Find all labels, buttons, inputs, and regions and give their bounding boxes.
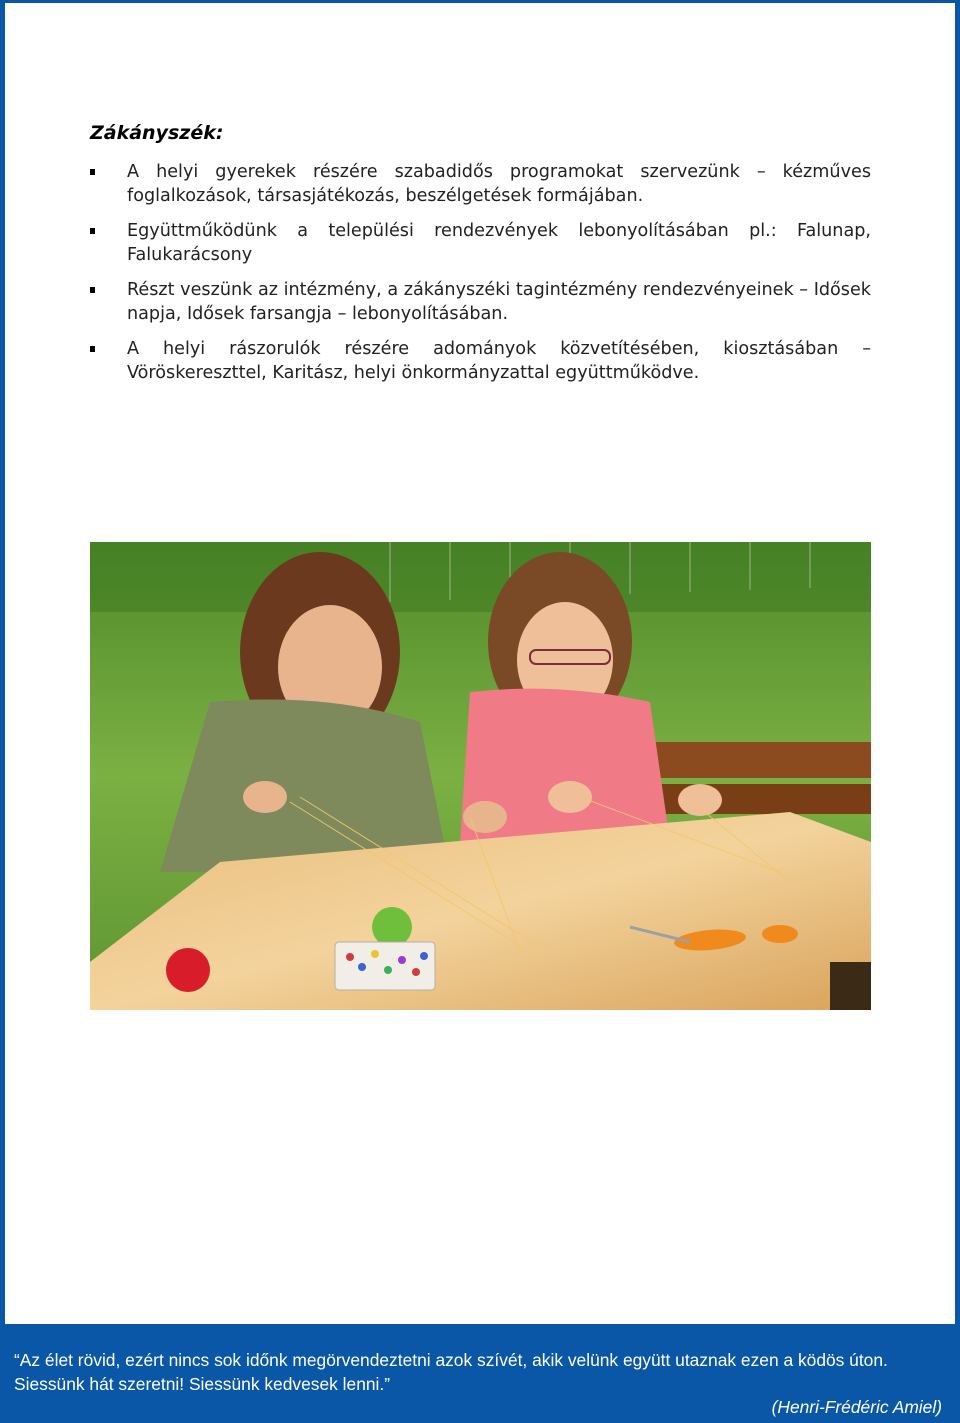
list-item [90, 219, 871, 267]
bullet-marker-icon [90, 169, 95, 175]
bullet-marker-icon [90, 346, 95, 352]
bullet-marker-icon [90, 228, 95, 234]
list-item [90, 337, 871, 385]
bullet-list [90, 160, 871, 396]
list-item-text: A helyi rászorulók részére adományok közvetítésében, kiosztásában – Vöröskereszttel, Karitász, helyi önkormányzattal együttműködve. [127, 339, 871, 383]
list-item-text: A helyi gyerekek részére szabadidős programokat szervezünk – kézműves foglalkozások, társasjátékozás, beszélgetések formájában. [127, 162, 871, 206]
list-item-text: Részt veszünk az intézmény, a zákányszéki tagintézmény rendezvényeinek – Idősek napja, Idősek farsangja – lebonyolításában. [127, 280, 871, 324]
section-title: Zákányszék: [90, 122, 224, 144]
quote-footer [0, 1324, 960, 1423]
list-item-text: Együttműködünk a települési rendezvények lebonyolításában pl.: Falunap, Falukarácsony [127, 221, 871, 265]
photo-girls-crafting [90, 542, 871, 1010]
quote-text: “Az élet rövid, ezért nincs sok időnk megörvendeztetni azok szívét, akik velünk együtt utaznak ezen a ködös úton. Siessünk hát szeretni! Siessünk kedvesek lenni.” [14, 1350, 888, 1394]
quote-author: (Henri-Frédéric Amiel) [771, 1397, 942, 1417]
list-item [90, 278, 871, 326]
bullet-marker-icon [90, 287, 95, 293]
list-item [90, 160, 871, 208]
